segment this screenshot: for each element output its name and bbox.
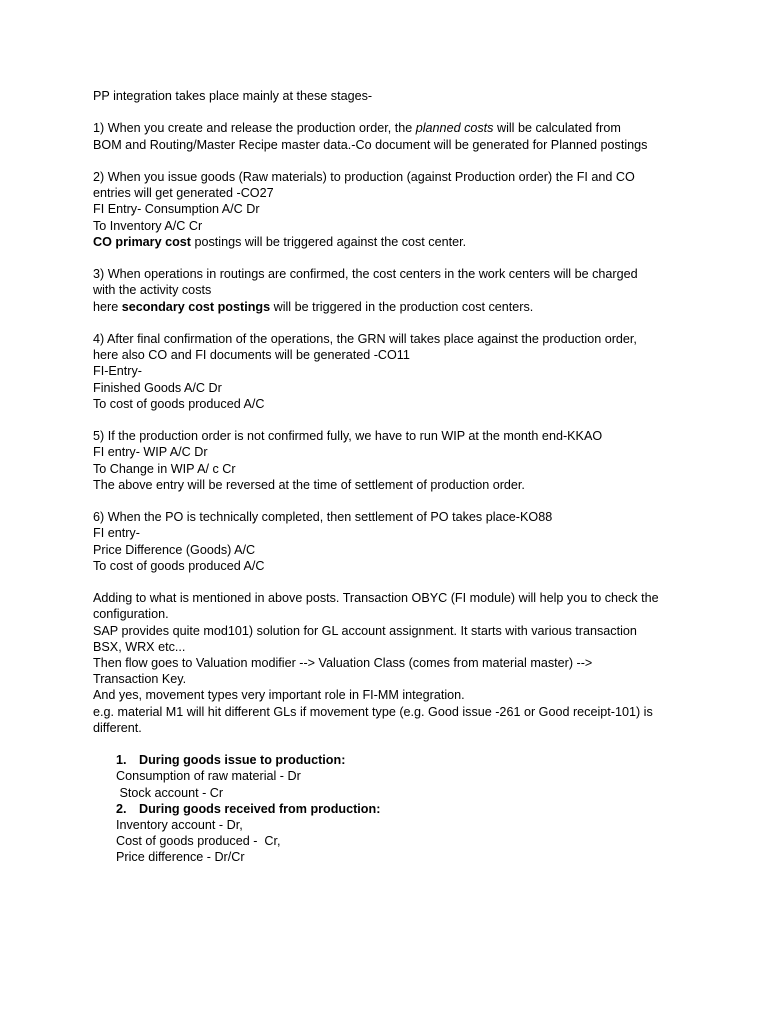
spacer [93, 574, 728, 590]
section-7-line-7: And yes, movement types very important role in FI-MM integration. [93, 688, 465, 703]
section-6-line-1: 6) When the PO is technically completed, then settlement of PO takes place-KO88 [93, 510, 553, 525]
planned-costs-emphasis: planned costs [415, 121, 494, 136]
section-2-line-5 [93, 234, 728, 250]
section-4-line-2: here also CO and FI documents will be generated -CO11 [93, 348, 410, 363]
section-4-line-1: 4) After final confirmation of the operations, the GRN will takes place against the production order, [93, 331, 637, 346]
section-6-line-4: To cost of goods produced A/C [93, 558, 265, 573]
list-item-1-number: 1. [116, 753, 127, 768]
section-7-line-3: SAP provides quite mod101) solution for GL account assignment. It starts with various transaction [93, 623, 637, 638]
list-item-2-line-1: Inventory account - Dr, [116, 818, 243, 833]
list-item-1-line-1: Consumption of raw material - Dr [116, 769, 301, 784]
section-1-line-1 [93, 120, 728, 136]
section-5-line-1: 5) If the production order is not confirmed fully, we have to run WIP at the month end-KKAO [93, 429, 603, 444]
section-2-line-1: 2) When you issue goods (Raw materials) to production (against Production order) the FI and CO [93, 169, 635, 184]
list-item-2-number: 2. [116, 801, 127, 816]
section-4-line-3: FI-Entry- [93, 364, 142, 379]
section-1-line-2: BOM and Routing/Master Recipe master data.-Co document will be generated for Planned postings [93, 137, 648, 152]
section-7-line-9: different. [93, 720, 142, 735]
spacer [93, 104, 728, 120]
section-2-line-4: To Inventory A/C Cr [93, 218, 203, 233]
section-5-line-2: FI entry- WIP A/C Dr [93, 445, 208, 460]
list-item-2-title: During goods received from production: [139, 801, 381, 816]
spacer [93, 153, 728, 169]
spacer [93, 250, 728, 266]
section-7-line-4: BSX, WRX etc... [93, 639, 186, 654]
list-item-2-heading [116, 801, 728, 817]
section-7-line-2: configuration. [93, 607, 169, 622]
spacer [93, 412, 728, 428]
section-3-text-a: here [93, 299, 122, 314]
co-primary-cost-bold: CO primary cost [93, 234, 191, 249]
section-1-text-a: 1) When you create and release the production order, the [93, 121, 416, 136]
section-7-line-5: Then flow goes to Valuation modifier --> Valuation Class (comes from material master) --> [93, 656, 593, 670]
section-2-line-2: entries will get generated -CO27 [93, 186, 274, 201]
list-item-2-line-2: Cost of goods produced - Cr, [116, 834, 281, 849]
list-item-1-line-2: Stock account - Cr [116, 785, 224, 800]
spacer [93, 493, 728, 509]
section-5-line-4: The above entry will be reversed at the time of settlement of production order. [93, 477, 525, 492]
section-6-line-3: Price Difference (Goods) A/C [93, 542, 256, 557]
section-7-line-1: Adding to what is mentioned in above posts. Transaction OBYC (FI module) will help you to check the [93, 591, 659, 606]
section-1-text-b: will be calculated from [493, 121, 621, 136]
spacer [93, 736, 728, 752]
list-item-1-heading [116, 752, 728, 768]
section-5-line-3: To Change in WIP A/ c Cr [93, 461, 236, 476]
section-3-line-3 [93, 299, 728, 315]
intro-line: PP integration takes place mainly at these stages- [93, 89, 373, 103]
list-item-2-line-3: Price difference - Dr/Cr [116, 850, 245, 865]
section-3-line-2: with the activity costs [93, 283, 212, 298]
list-item-1-title: During goods issue to production: [139, 753, 346, 768]
section-3-line-1: 3) When operations in routings are confirmed, the cost centers in the work centers will be charged [93, 267, 638, 282]
section-2-line-3: FI Entry- Consumption A/C Dr [93, 202, 260, 217]
numbered-list [93, 752, 728, 865]
section-3-text-b: will be triggered in the production cost centers. [270, 299, 534, 314]
section-7-line-6: Transaction Key. [93, 672, 187, 687]
section-4-line-4: Finished Goods A/C Dr [93, 380, 222, 395]
secondary-cost-postings-bold: secondary cost postings [121, 299, 271, 314]
section-4-line-5: To cost of goods produced A/C [93, 396, 265, 411]
section-7-line-8: e.g. material M1 will hit different GLs if movement type (e.g. Good issue -261 or Good receipt-101) is [93, 704, 653, 719]
section-2-line-5-rest: postings will be triggered against the cost center. [190, 234, 467, 249]
section-6-line-2: FI entry- [93, 526, 140, 541]
spacer [93, 315, 728, 331]
